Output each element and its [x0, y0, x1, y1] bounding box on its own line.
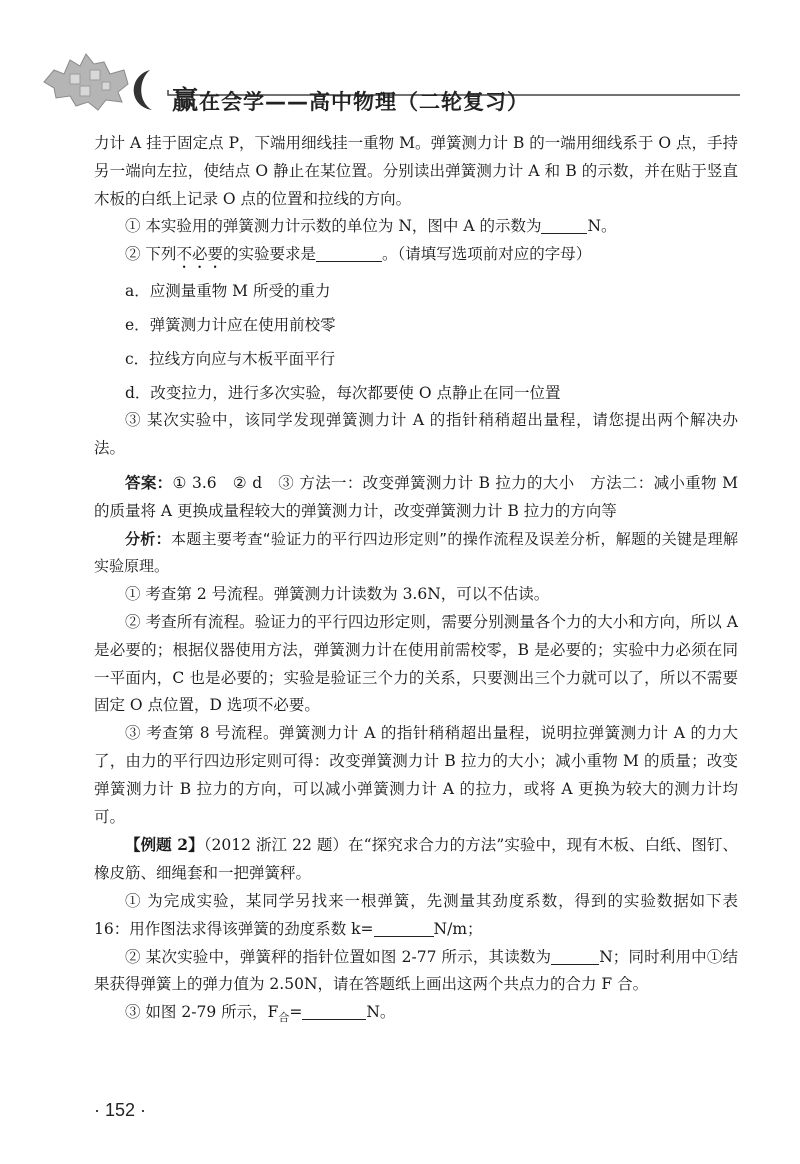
answer-blank [316, 243, 382, 262]
option-a: a．应测量重物 M 所受的重力 [125, 282, 331, 301]
answer-label: 答案： [125, 472, 173, 492]
option-c: c．拉线方向应与木板平面平行 [125, 349, 336, 368]
answer-blank [551, 946, 599, 965]
analysis-paragraph: 分析：本题主要考查“验证力的平行四边形定则”的操作流程及误差分析，解题的关键是理解实验原理。 [94, 529, 738, 576]
question-3: ③ 某次实验中，该同学发现弹簧测力计 A 的指针稍稍超出量程，请您提出两个解决办法。 [94, 411, 738, 458]
header-title-rest: 在会学——高中物理（二轮复习） [199, 90, 530, 114]
paragraph-intro: 力计 A 挂于固定点 P，下端用细线挂一重物 M。弹簧测力计 B 的一端用细线系于 O 点，手持另一端向左拉，使结点 O 静止在某位置。分别读出弹簧测力计 A 和 B 的示数，并在贴于竖直木板的白纸上记录 O 点的位置和拉线的方向。 [94, 134, 738, 208]
example-2: 【例题 2】（2012 浙江 22 题）在“探究求合力的方法”实验中，现有木板、白纸、图钉、橡皮筋、细绳套和一把弹簧秤。 [94, 835, 738, 883]
header-title-char: 赢 [172, 86, 200, 116]
emphasis-text: 不必要 [176, 245, 223, 264]
answer-blank [541, 215, 587, 234]
question-2: ② 下列不必要的实验要求是 。（请填写选项前对应的字母） [125, 245, 592, 264]
answer-blank [374, 918, 434, 937]
header-title [172, 80, 529, 117]
analysis-item-2: ② 考查所有流程。验证力的平行四边形定则，需要分别测量各个力的大小和方向，所以 A 是必要的；根据仪器使用方法，弹簧测力计在使用前需校零，B 是必要的；实验中力必须在同一平面内，C 也是必要的；实验是验证三个力的关系，只要测出三个力就可以了，所以不需要固定 O 点位置，D 选项不必要。 [94, 612, 738, 715]
example-label: 【例题 2】 [125, 835, 204, 855]
answer-blank [302, 1001, 366, 1020]
page-header [40, 40, 760, 115]
example-question-2: ② 某次实验中，弹簧秤的指针位置如图 2-77 所示，其读数为 N；同时利用中①结果获得弹簧上的弹力值为 2.50N，请在答题纸上画出这两个共点力的合力 F 合。 [94, 947, 738, 994]
analysis-item-3: ③ 考查第 8 号流程。弹簧测力计 A 的指针稍稍超出量程，说明拉弹簧测力计 A 的力大了，由力的平行四边形定则可得：改变弹簧测力计 B 拉力的大小；减小重物 M 的质量；改变弹簧测力计 B 拉力的方向，可以减小弹簧测力计 A 的拉力，或将 A 更换为较大的测力计均可。 [94, 724, 738, 826]
option-e: e．弹簧测力计应在使用前校零 [125, 315, 336, 334]
analysis-item-1: ① 考查第 2 号流程。弹簧测力计读数为 3.6N，可以不估读。 [125, 585, 550, 604]
answer-paragraph: 答案：① 3.6 ② d ③ 方法一：改变弹簧测力计 B 拉力的大小 方法二：减小重物 M 的质量将 A 更换成量程较大的弹簧测力计，改变弹簧测力计 B 拉力的方向等 [94, 472, 738, 520]
option-d: d．改变拉力，进行多次实验，每次都要使 O 点静止在同一位置 [125, 383, 561, 402]
page-number: · 152 · [94, 1100, 147, 1120]
example-question-3: ③ 如图 2-79 所示，$F_合= N$。 [125, 1003, 396, 1025]
example-question-1: ① 为完成实验，某同学另找来一根弹簧，先测量其劲度系数，得到的实验数据如下表 16：用作图法求得该弹簧的劲度系数 k= N/m； [94, 891, 738, 938]
analysis-label: 分析： [125, 529, 171, 548]
page-content [94, 130, 738, 1032]
question-1: ① 本实验用的弹簧测力计示数的单位为 N，图中 A 的示数为 N。 [125, 217, 617, 236]
